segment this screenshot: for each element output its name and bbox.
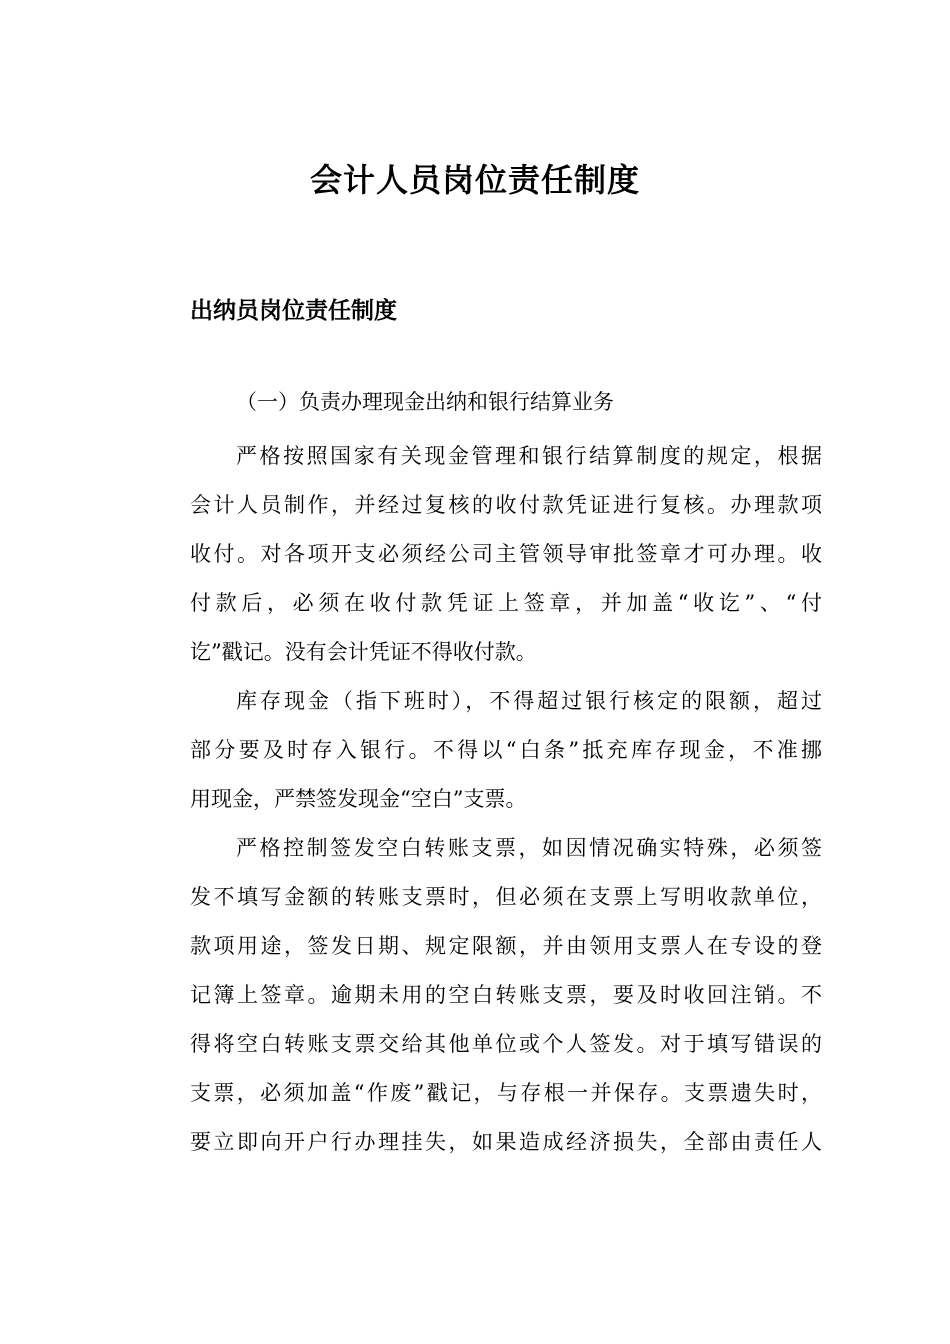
paragraph-line: 库存现金（指下班时），不得超过银行核定的限额，超过 <box>236 689 822 713</box>
paragraph-line: 严格控制签发空白转账支票，如因情况确实特殊，必须签 <box>236 836 822 860</box>
paragraph-line: 付款后，必须在收付款凭证上签章，并加盖“收讫”、“付 <box>190 591 822 615</box>
document-title: 会计人员岗位责任制度 <box>309 161 640 199</box>
paragraph-line: 记簿上签章。逾期未用的空白转账支票，要及时收回注销。不 <box>190 983 822 1007</box>
paragraph-line: 要立即向开户行办理挂失，如果造成经济损失，全部由责任人 <box>190 1130 822 1154</box>
paragraph-line: 严格按照国家有关现金管理和银行结算制度的规定，根据 <box>236 444 822 468</box>
paragraph-line: 会计人员制作，并经过复核的收付款凭证进行复核。办理款项 <box>190 493 822 517</box>
paragraph-line: 支票，必须加盖“作废”戳记，与存根一并保存。支票遗失时， <box>190 1081 822 1105</box>
paragraph-line: 用现金，严禁签发现金“空白”支票。 <box>190 787 527 811</box>
paragraph-line: 部分要及时存入银行。不得以“白条”抵充库存现金，不准挪 <box>190 738 822 762</box>
section-heading: 出纳员岗位责任制度 <box>190 298 397 324</box>
paragraph <box>190 432 822 677</box>
body-text <box>190 432 822 1167</box>
paragraph <box>190 824 822 1167</box>
paragraph-line: 得将空白转账支票交给其他单位或个人签发。对于填写错误的 <box>190 1032 822 1056</box>
paragraph-line: 收付。对各项开支必须经公司主管领导审批签章才可办理。收 <box>190 542 822 566</box>
paragraph-line: 发不填写金额的转账支票时，但必须在支票上写明收款单位， <box>190 885 822 909</box>
paragraph <box>190 677 822 824</box>
paragraph-line: 款项用途，签发日期、规定限额，并由领用支票人在专设的登 <box>190 934 822 958</box>
paragraph-line: 讫”戳记。没有会计凭证不得收付款。 <box>190 640 537 664</box>
subsection-heading: （一）负责办理现金出纳和银行结算业务 <box>236 390 614 414</box>
